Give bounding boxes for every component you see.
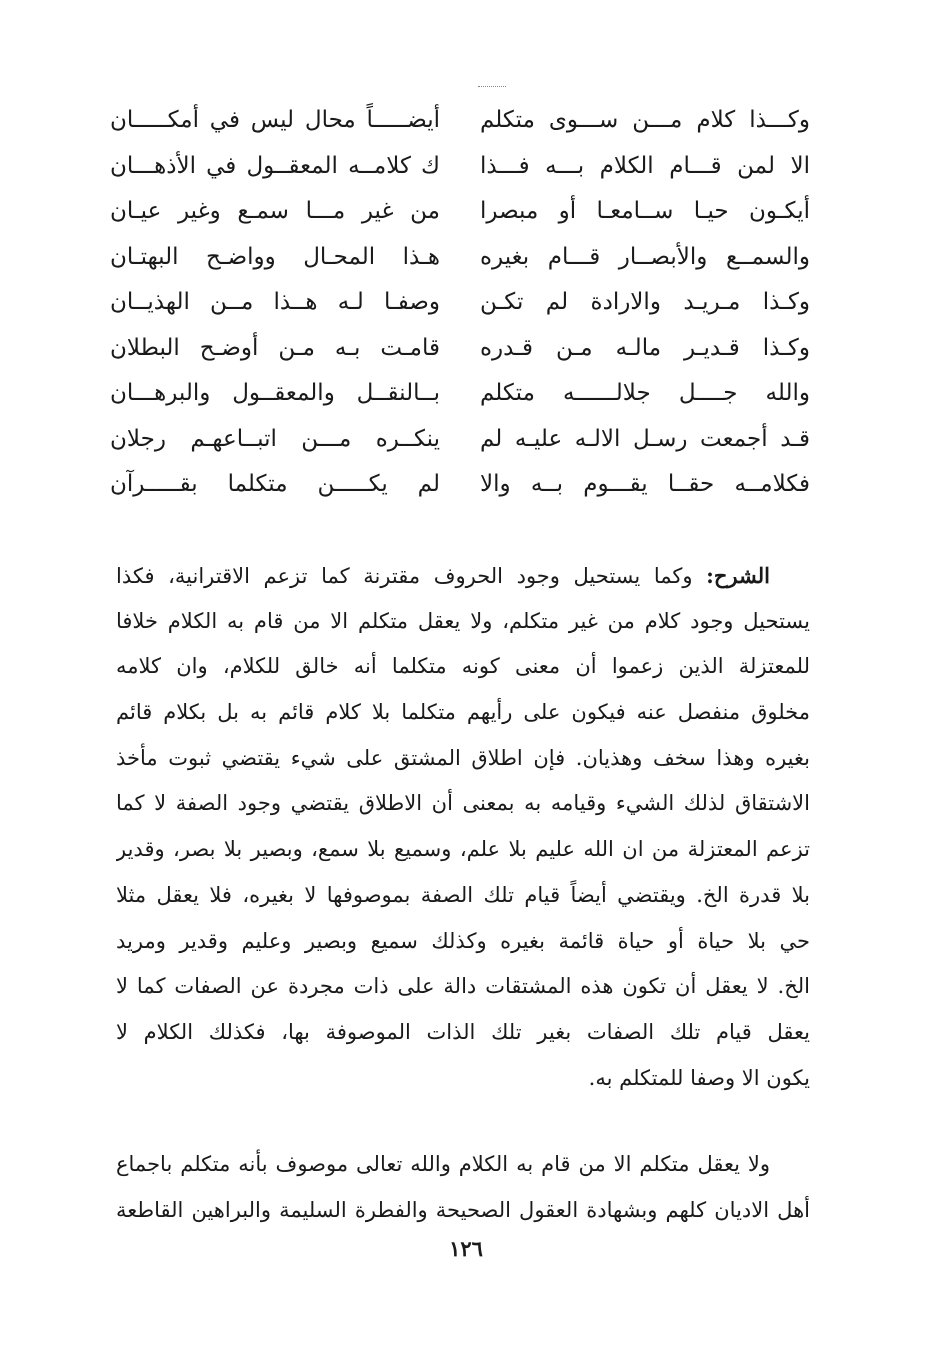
commentary-paragraph xyxy=(116,553,810,1101)
commentary-line-1-text: وكما يستحيل وجود الحروف مقترنة كما تزعم الاقترانية، فكذا xyxy=(116,564,693,588)
verse-left-2: ك كلامــه المعقــول في الأذهـــان xyxy=(110,152,440,179)
verse-left-3: من غير مـــا سمـع وغير عيـان xyxy=(110,198,440,224)
poem-right-column xyxy=(480,98,810,508)
commentary-line: يستحيل وجود كلام من غير متكلم، ولا يعقل متكلم الا من قام به الكلام خلافا xyxy=(116,608,810,633)
commentary-line: الاشتقاق لذلك الشيء وقيامه به بمعنى أن الاطلاق يقتضي وجود الصفة لا كما xyxy=(116,791,810,816)
commentary-line: بغيره وهذا سخف وهذيان. فإن اطلاق المشتق على شيء يقتضي ثبوت مأخذ xyxy=(116,745,810,770)
closing-line: ولا يعقل متكلم الا من قام به الكلام والله تعالى موصوف بأنه متكلم باجماع xyxy=(116,1152,770,1176)
commentary-line: الخ. لا يعقل أن تكون هذه المشتقات دالة على ذات مجردة عن الصفات كما لا xyxy=(116,974,810,999)
verse-left-5: وصفـا لـه هــذا مــن الهذيــان xyxy=(110,289,440,315)
commentary-label: الشرح: xyxy=(706,563,770,588)
commentary-line: يكون الا وصفا للمتكلم به. xyxy=(588,1065,810,1090)
page-top-mark xyxy=(478,86,506,93)
verse-right-2: الا لمن قـــام الكلام بـــه فـــذا xyxy=(480,152,810,179)
commentary-line-1 xyxy=(116,553,810,599)
commentary-line: يعقل قيام تلك الصفات بغير تلك الذات الموصوفة بها، فكذلك الكلام لا xyxy=(116,1019,810,1044)
verse-left-6: قامـت بـه مـن أوضـح البطلان xyxy=(110,334,440,361)
verse-right-6: وكـذا قـديـر مالـه مـن قـدره xyxy=(480,334,810,361)
poem-left-column xyxy=(110,98,440,508)
verse-right-9: فكلامــه حقــا يقـــوم بــه والا xyxy=(480,471,810,497)
page-number: ١٢٦ xyxy=(449,1236,483,1261)
verse-right-8: قـد أجمعت رسـل الالـه عليـه لم xyxy=(480,425,810,452)
verse-left-7: بــالنقــل والمعقــول والبرهـــان xyxy=(110,380,440,406)
verse-left-4: هـذا المحـال وواضـح البهتـان xyxy=(110,243,440,270)
verse-right-4: والسمــع والأبصــار قـــام بغيره xyxy=(480,243,810,270)
closing-line: أهل الاديان كلهم وبشهادة العقول الصحيحة والفطرة السليمة والبراهين القاطعة xyxy=(116,1197,810,1222)
commentary-line: مخلوق منفصل عنه فيكون على رأيهم متكلما بلا كلام قائم به بل بكلام قائم xyxy=(116,700,810,725)
verse-right-5: وكـذا مـريـد والارادة لم تكـن xyxy=(480,289,810,315)
poem-block xyxy=(110,98,810,508)
verse-right-3: أيكـون حيـا ســامعـا أو مبصرا xyxy=(480,198,810,224)
commentary-line: بلا قدرة الخ. ويقتضي أيضاً قيام تلك الصفة بموصوفها لا بغيره، فلا يعقل مثلا xyxy=(116,882,810,907)
verse-left-8: ينكــره مـــن اتبــاعهـم رجلان xyxy=(110,425,440,452)
verse-left-9: لم يكـــــن متكلما بقـــــرآن xyxy=(110,471,440,497)
commentary-line: حي بلا حياة أو حياة قائمة بغيره وكذلك سميع وبصير وعليم وقدير ومريد xyxy=(116,928,810,953)
commentary-line: للمعتزلة الذين زعموا أن معنى كونه متكلما أنه خالق للكلام، وان كلامه xyxy=(116,654,810,679)
closing-paragraph xyxy=(116,1142,810,1233)
verse-right-7: والله جــــل جلالــــــه متكلم xyxy=(480,380,810,406)
commentary-line: تزعم المعتزلة من ان الله عليم بلا علم، وسميع بلا سمع، وبصير بلا بصر، وقدير xyxy=(116,837,810,862)
verse-right-1: وكـــذا كلام مـــن ســـوى متكلم xyxy=(480,107,810,133)
verse-left-1: أيضـــــاً محال ليس في أمكـــــان xyxy=(110,107,440,133)
